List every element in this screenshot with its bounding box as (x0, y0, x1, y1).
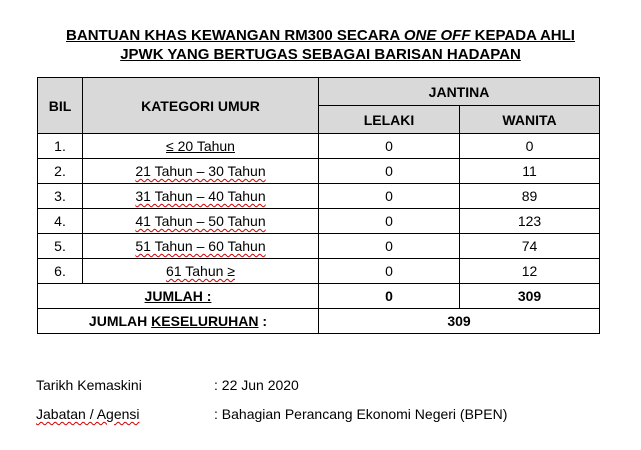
cell-kategori: ≤ 20 Tahun (83, 134, 319, 159)
header-bil: BIL (38, 78, 83, 134)
data-table (37, 77, 600, 334)
header-jantina: JANTINA (319, 78, 600, 106)
cell-bil: 6. (38, 259, 83, 284)
cell-bil: 1. (38, 134, 83, 159)
header-kategori-umur: KATEGORI UMUR (83, 78, 319, 134)
cell-lelaki: 0 (319, 234, 460, 259)
table-row (38, 234, 600, 259)
keseluruhan-row (38, 309, 600, 334)
cell-lelaki: 0 (319, 134, 460, 159)
title-line-2: JPWK YANG BERTUGAS SEBAGAI BARISAN HADAPAN (120, 46, 521, 63)
cell-kategori: 41 Tahun – 50 Tahun (83, 209, 319, 234)
cell-wanita: 123 (460, 209, 600, 234)
keseluruhan-value: 309 (319, 309, 600, 334)
cell-bil: 5. (38, 234, 83, 259)
cell-lelaki: 0 (319, 184, 460, 209)
cell-bil: 2. (38, 159, 83, 184)
header-lelaki: LELAKI (319, 106, 460, 134)
tarikh-value: : 22 Jun 2020 (214, 377, 299, 393)
jabatan-value: : Bahagian Perancang Ekonomi Negeri (BPEN) (214, 406, 508, 422)
cell-lelaki: 0 (319, 209, 460, 234)
cell-kategori: 51 Tahun – 60 Tahun (83, 234, 319, 259)
cell-kategori: 21 Tahun – 30 Tahun (83, 159, 319, 184)
table-row (38, 159, 600, 184)
cell-kategori: 61 Tahun ≥ (83, 259, 319, 284)
table-row (38, 209, 600, 234)
cell-bil: 4. (38, 209, 83, 234)
keseluruhan-label: JUMLAH KESELURUHAN : (38, 309, 319, 334)
cell-lelaki: 0 (319, 259, 460, 284)
cell-wanita: 12 (460, 259, 600, 284)
title-emphasis: ONE OFF (403, 27, 471, 44)
tarikh-label: Tarikh Kemaskini (36, 377, 142, 393)
cell-lelaki: 0 (319, 159, 460, 184)
cell-wanita: 74 (460, 234, 600, 259)
header-wanita: WANITA (460, 106, 600, 134)
cell-bil: 3. (38, 184, 83, 209)
cell-wanita: 89 (460, 184, 600, 209)
cell-wanita: 0 (460, 134, 600, 159)
jumlah-lelaki: 0 (319, 284, 460, 309)
cell-kategori: 31 Tahun – 40 Tahun (83, 184, 319, 209)
title-line-1: BANTUAN KHAS KEWANGAN RM300 SECARA ONE OFF KEPADA AHLI (66, 27, 575, 44)
table-row (38, 259, 600, 284)
jabatan-label: Jabatan / Agensi (36, 406, 140, 422)
jumlah-row (38, 284, 600, 309)
jumlah-wanita: 309 (460, 284, 600, 309)
table-row (38, 184, 600, 209)
cell-wanita: 11 (460, 159, 600, 184)
jumlah-label: JUMLAH : (38, 284, 319, 309)
table-row (38, 134, 600, 159)
document-title (0, 26, 641, 64)
